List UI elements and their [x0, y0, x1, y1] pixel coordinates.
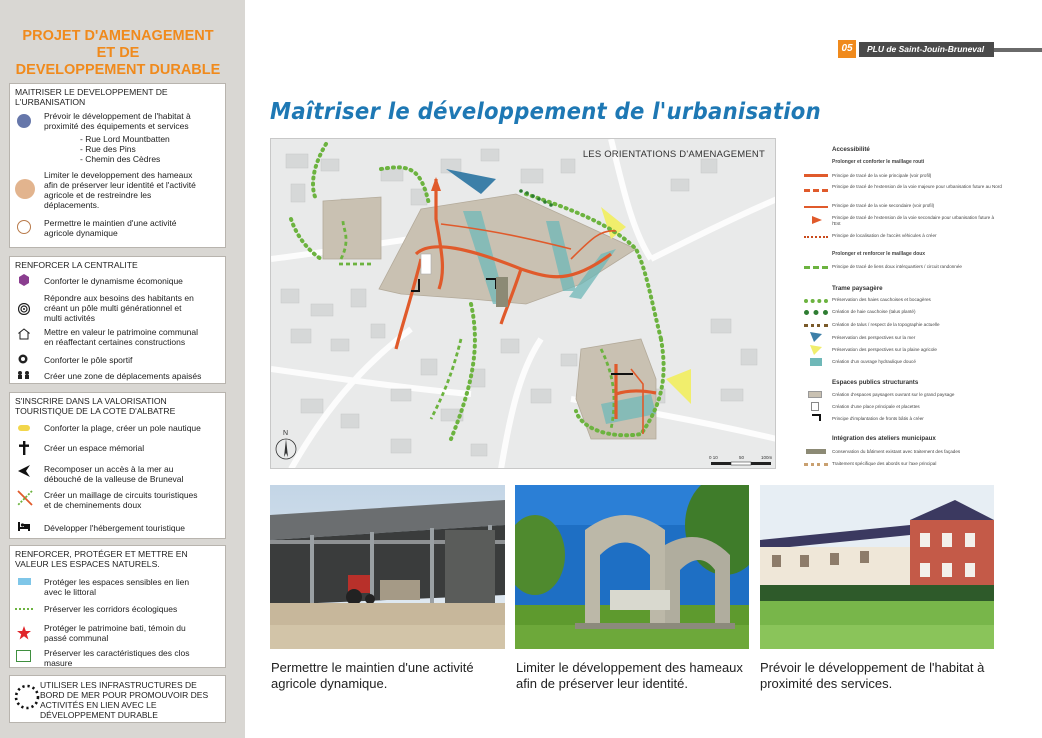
item-corridors: Préserver les corridors écologiques — [44, 604, 178, 614]
blue-circle-icon — [17, 114, 31, 128]
legend-item: Principe de tracé de liens doux intérquartiers / circuit randonnée — [832, 264, 962, 269]
text-line: en réaffectant certaines constructions — [44, 337, 186, 347]
item-habitat — [44, 111, 191, 131]
text-line: passé communal — [44, 633, 109, 643]
sensitive-area-icon — [18, 578, 31, 585]
photo-houses — [760, 485, 994, 649]
legend-item: Préservation des perspectives sur la plaine agricole — [832, 347, 937, 352]
doc-title: PLU de Saint-Jouin-Bruneval — [859, 42, 994, 57]
street-item: - Chemin des Cèdres — [80, 154, 161, 164]
road-secondary-extension-icon — [804, 215, 828, 225]
item-apaises: Créer une zone de déplacements apaisés — [44, 371, 202, 381]
legend-item: Conservation du bâtiment existant avec traitement des façades — [832, 449, 961, 454]
barn-image — [270, 485, 505, 649]
ball-icon — [18, 354, 28, 364]
legend-heading: Trame paysagère — [832, 285, 883, 292]
legend-item: Principe de tracé de la voie principale (voir profil) — [832, 173, 932, 178]
north-arrow-icon — [276, 439, 296, 459]
item-pole — [44, 293, 194, 323]
section-mer — [9, 675, 226, 723]
text-line: Protéger le patrimoine bati, témoin du — [44, 623, 186, 633]
caption-line: proximité des services. — [760, 676, 893, 691]
cross-icon — [19, 441, 29, 455]
text-line: déplacements. — [44, 200, 100, 210]
legend-item: Principe de tracé de l'extension de la voie majeure pour urbanisation future au Nord — [832, 184, 1002, 189]
item-memorial: Créer un espace mémorial — [44, 443, 145, 453]
legend-item: Création d'espaces paysagers ouvrant sur le grand paysage — [832, 392, 955, 397]
heading-line: L'URBANISATION — [15, 97, 86, 107]
scale-label-50: 50 — [739, 455, 745, 460]
text-line: agricole dynamique — [44, 228, 118, 238]
heading-line: S'INSCRIRE DANS LA VALORISATION — [15, 396, 167, 406]
legend-item: Principe d'implantation de fronts bâtis à créer — [832, 416, 924, 421]
text-line: masure — [44, 658, 73, 668]
text-line: et de cheminements doux — [44, 500, 142, 510]
legend-item: Création de talus / respect de la topographie actuelle — [832, 322, 940, 327]
item-agricole — [44, 218, 177, 238]
arrow-left-icon — [18, 465, 30, 477]
legend-item: Préservation des haies cauchoises et bocagères — [832, 297, 931, 302]
scale-label-0: 0 10 — [709, 455, 718, 460]
street-item: - Rue Lord Mountbatten — [80, 134, 170, 144]
legend-item: Traitement spécifique des abords sur l'axe principal — [832, 461, 937, 466]
sea-view-icon — [804, 332, 828, 342]
legend-subheading: Prolonger et conforter le maillage routi — [832, 159, 925, 165]
sidebar-title — [0, 28, 236, 79]
heading-line: VALEUR LES ESPACES NATURELS. — [15, 559, 160, 569]
legend-heading: Intégration des ateliers municipaux — [832, 435, 936, 442]
beach-icon — [18, 425, 30, 431]
street-list — [80, 134, 170, 164]
caption-farm — [271, 660, 511, 692]
clos-masure-icon — [16, 650, 31, 662]
item-bati — [44, 623, 186, 643]
text-line: Mettre en valeur le patrimoine communal — [44, 327, 199, 337]
scale-bar — [711, 462, 771, 465]
bed-icon — [17, 520, 31, 532]
orientation-map — [270, 138, 776, 469]
legend-item: Création d'une place principale et placettes — [832, 404, 920, 409]
place-principale — [421, 254, 431, 274]
text-line: DÉVELOPPEMENT DURABLE — [40, 710, 158, 720]
legend-item: Préservation des perspectives sur la mer — [832, 335, 916, 340]
legend-item: Principe de tracé de l'extension de la voie secondaire pour urbanisation future à l'Est — [832, 215, 995, 226]
hedge-create-icon — [804, 310, 828, 315]
section-heading: RENFORCER LA CENTRALITE — [15, 260, 138, 270]
pedestrian-icon — [16, 370, 32, 380]
item-economique: Conforter le dynamisme écomonique — [44, 276, 183, 286]
text-line: BORD DE MER POUR PROMOUVOIR DES — [40, 690, 209, 700]
legend-subheading: Prolonger et renforcer le maillage doux — [832, 251, 926, 257]
page-title: Maîtriser le développement de l'urbanisation — [270, 99, 821, 125]
north-label: N — [283, 430, 289, 437]
text-line: avec le littoral — [44, 587, 96, 597]
section-touristique — [9, 392, 226, 539]
section-heading — [15, 549, 188, 569]
section-naturels — [9, 545, 226, 668]
caption-line: Permettre le maintien d'une activité — [271, 660, 474, 675]
section-centralite — [9, 256, 226, 384]
heading-line: RENFORCER, PROTÉGER ET METTRE EN — [15, 549, 188, 559]
map-legend — [802, 142, 1002, 472]
arch-image — [515, 485, 749, 649]
sidebar-title-line: PROJET D'AMENAGEMENT — [22, 28, 214, 44]
text-line: ACTIVITÉS EN LIEN AVEC LE — [40, 700, 157, 710]
caption-habitat — [760, 660, 1000, 692]
hexagon-icon — [18, 274, 30, 286]
caption-line: Limiter le développement des hameaux — [516, 660, 743, 675]
text-line: Recomposer un accès à la mer au — [44, 464, 174, 474]
north-extension-arrow — [431, 177, 441, 191]
text-line: Prévoir le développement de l'habitat à — [44, 111, 191, 121]
item-circuits — [44, 490, 198, 510]
section-urbanisation — [9, 83, 226, 248]
page-number: 05 — [838, 40, 856, 58]
house-icon — [18, 328, 30, 340]
text-line: afin de préserver leur identité et l'activité — [44, 180, 196, 190]
item-acces-mer — [44, 464, 183, 484]
caption-line: afin de préserver leur identité. — [516, 676, 688, 691]
legend-item: Création de haie cauchoise (talus planté) — [832, 309, 916, 314]
square-place-icon — [811, 402, 819, 411]
workshop-icon — [806, 449, 826, 454]
text-line: créant un pôle multi générationnel et — [44, 303, 182, 313]
crossed-paths-icon — [17, 490, 33, 506]
ateliers-municipaux — [496, 277, 508, 307]
sidebar — [0, 0, 245, 738]
caption-line: agricole dynamique. — [271, 676, 388, 691]
item-hameaux — [44, 170, 196, 210]
street-item: - Rue des Pins — [80, 144, 136, 154]
heading-line: MAITRISER LE DEVELOPPEMENT DE — [15, 87, 168, 97]
text-line: UTILISER LES INFRASTRUCTURES DE — [40, 680, 197, 690]
item-littoral — [44, 577, 189, 597]
hydraulic-icon — [810, 358, 822, 366]
plain-view-icon — [804, 345, 828, 355]
soft-link-icon — [804, 266, 828, 269]
talus-icon — [804, 324, 828, 327]
vehicle-access-icon — [804, 236, 828, 238]
star-icon — [17, 626, 31, 640]
caption-hameaux — [516, 660, 756, 692]
text-line: proximité des équipements et services — [44, 121, 189, 131]
text-line: Créer un maillage de circuits touristiques — [44, 490, 198, 500]
map-title: LES ORIENTATIONS D'AMENAGEMENT — [582, 149, 765, 160]
text-line: Répondre aux besoins des habitants en — [44, 293, 194, 303]
text-line: agricole et de restreindre les — [44, 190, 152, 200]
item-infrastructures — [40, 680, 208, 720]
photo-stone-arch — [515, 485, 749, 649]
text-line: multi activités — [44, 313, 96, 323]
sidebar-title-line: ET DE — [96, 45, 140, 61]
legend-heading: Espaces publics structurants — [832, 379, 919, 386]
surroundings-icon — [804, 463, 828, 466]
tan-circle-icon — [15, 179, 35, 199]
target-icon — [18, 303, 30, 315]
text-line: Limiter le developpement des hameaux — [44, 170, 193, 180]
houses-image — [760, 485, 994, 649]
hedge-preserve-icon — [804, 299, 828, 303]
map-drawing — [271, 139, 776, 469]
header-rule — [994, 48, 1042, 52]
legend-item: Principe de localisation de l'accès véhicules à créer — [832, 233, 937, 238]
road-secondary-icon — [804, 206, 828, 208]
item-plage: Conforter la plage, créer un pole nautique — [44, 423, 201, 433]
item-patrimoine — [44, 327, 198, 347]
open-space-icon — [808, 391, 822, 398]
text-line: Protéger les espaces sensibles en lien — [44, 577, 190, 587]
hollow-circle-icon — [17, 220, 31, 234]
section-heading — [15, 396, 175, 416]
caption-line: Prévoir le développement de l'habitat à — [760, 660, 985, 675]
text-line: Permettre le maintien d'une activité — [44, 218, 177, 228]
item-sportif: Conforter le pôle sportif — [44, 355, 133, 365]
scale-label-100: 100m — [761, 455, 773, 460]
legend-item: Principe de tracé de la voie secondaire (voir profil) — [832, 203, 935, 208]
heading-line: TOURISTIQUE DE LA COTE D'ALBATRE — [15, 406, 176, 416]
dotted-circle-icon — [14, 684, 40, 710]
road-extension-icon — [804, 189, 828, 192]
text-line: débouché de la valleuse de Bruneval — [44, 474, 184, 484]
text-line: Préserver les caractéristiques des clos — [44, 648, 190, 658]
item-hebergement: Développer l'hébergement touristique — [44, 523, 186, 533]
sidebar-title-line: DEVELOPPEMENT DURABLE — [15, 62, 221, 78]
road-main-icon — [804, 174, 828, 177]
legend-item: Création d'un ouvrage hydraulique doucé — [832, 359, 916, 364]
corridor-line-icon — [15, 608, 33, 610]
built-front-icon — [804, 414, 828, 422]
item-clos — [44, 648, 190, 668]
section-heading — [15, 87, 168, 107]
legend-heading: Accessibilité — [832, 146, 870, 153]
photo-farm-barn — [270, 485, 505, 649]
